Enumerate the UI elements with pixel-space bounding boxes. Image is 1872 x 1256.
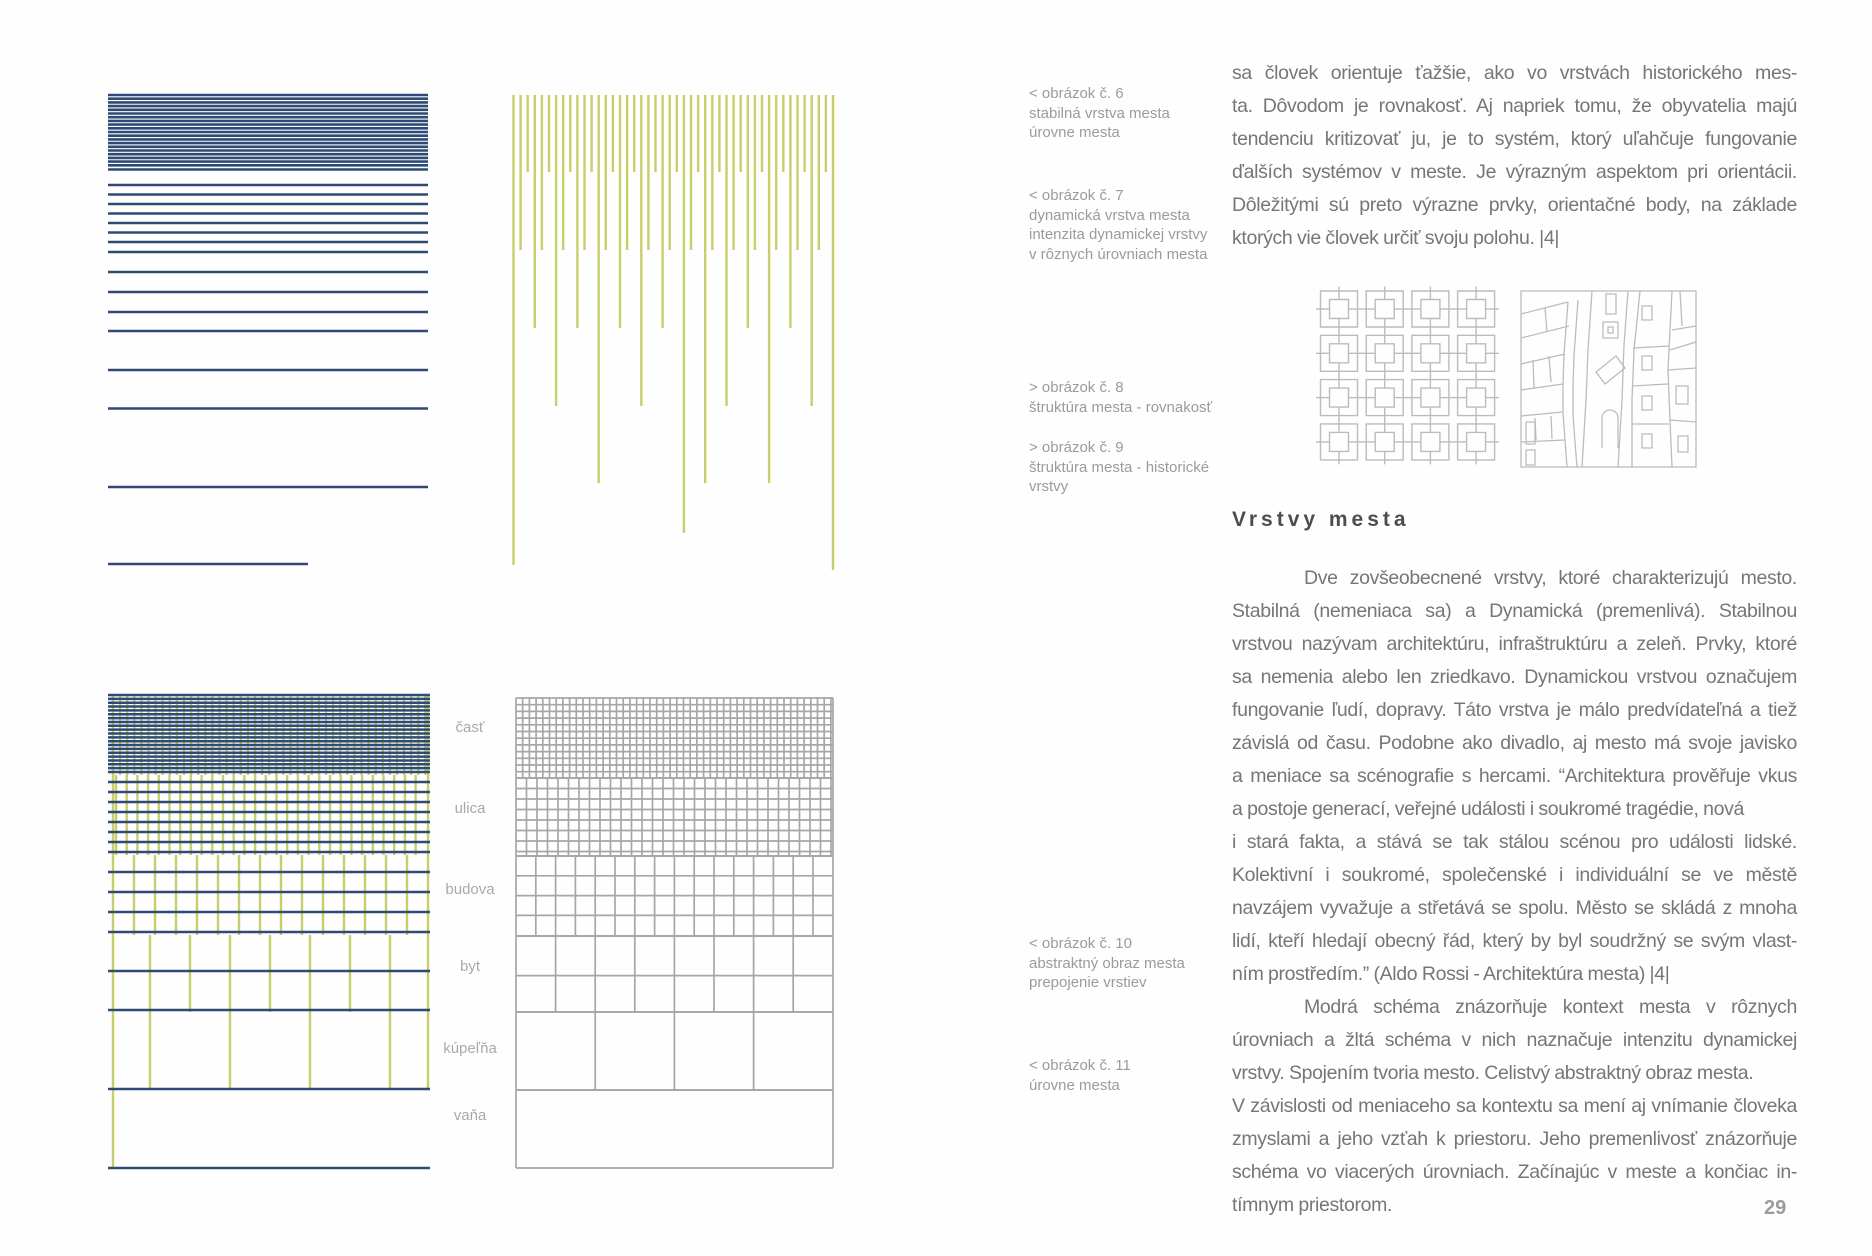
level-label: ulica (454, 800, 486, 817)
caption-line: abstraktný obraz mesta (1029, 954, 1185, 972)
body-text-line: ta. Dôvodom je rovnakosť. Aj napriek tomu, že obyvatelia majú (1232, 95, 1797, 117)
body-text-line: Kolektivní i soukromé, společenské i individuální se ve městě (1232, 864, 1797, 886)
body-text-line: ním prostředím.” (Aldo Rossi - Architektúra mesta) |4| (1232, 963, 1670, 985)
caption-line: < obrázok č. 10 (1029, 935, 1132, 952)
body-text-line: schéma vo viacerých úrovniach. Začínajúc v meste a končiac in- (1232, 1161, 1797, 1183)
body-paragraph-1 (1232, 57, 1797, 255)
body-text-line: lidí, kteří hledají obecný řád, který by byl soudržný se svým vlast- (1232, 930, 1797, 952)
body-text-line: a meniace sa scénografie s hercami. “Architektura prověřuje vkus (1232, 765, 1797, 787)
figure-caption (1029, 378, 1212, 417)
caption-line: úrovne mesta (1029, 1076, 1120, 1094)
body-text-line: Modrá schéma znázorňuje kontext mesta v rôznych (1304, 996, 1797, 1018)
body-text-line: Dôležitými sú preto výrazne prvky, orientačné body, na základe (1232, 194, 1797, 216)
caption-line: úrovne mesta (1029, 124, 1120, 141)
caption-line: < obrázok č. 6 (1029, 85, 1124, 102)
figure-caption (1029, 186, 1207, 264)
body-text-line: a postoje generací, veřejné události i soukromé tragédie, nová (1232, 798, 1744, 820)
body-text-line: vrstvy. Spojením tvoria mesto. Celistvý abstraktný obraz mesta. (1232, 1062, 1754, 1084)
body-text-line: V závislosti od meniaceho sa kontextu sa mení aj vnímanie človeka (1232, 1095, 1797, 1117)
historic-map-figure (1521, 291, 1696, 467)
caption-line: stabilná vrstva mesta (1029, 104, 1170, 122)
caption-line: > obrázok č. 9 (1029, 439, 1124, 456)
caption-line: dynamická vrstva mesta (1029, 206, 1190, 224)
figure-caption (1029, 1056, 1131, 1095)
figure-caption (1029, 438, 1209, 497)
caption-line: štruktúra mesta - historické (1029, 458, 1210, 476)
level-label: budova (445, 881, 495, 898)
body-text-line: závislá od času. Podobne ako divadlo, aj mesto má svoje javisko (1232, 732, 1797, 754)
body-text-line: navzájem vyvažuje a střetává se spolu. Město se skládá z mnoha (1232, 897, 1797, 919)
caption-line: štruktúra mesta - rovnakosť (1029, 398, 1213, 416)
figure-caption (1029, 934, 1185, 993)
level-label: vaňa (453, 1107, 487, 1124)
body-text-line: vrstvou nazývam architektúru, infraštruktúru a zeleň. Prvky, ktoré (1232, 633, 1797, 655)
page-number: 29 (1764, 1197, 1787, 1219)
body-text-line: zmyslami a jeho vzťah k priestoru. Jeho premenlivosť znázorňuje (1232, 1128, 1797, 1150)
caption-line: v rôznych úrovniach mesta (1029, 245, 1208, 263)
caption-line: < obrázok č. 11 (1029, 1057, 1131, 1074)
body-text-line: i stará fakta, a stává se tak stálou scénou pro události lidské. (1232, 831, 1797, 853)
figure-caption (1029, 84, 1170, 143)
caption-line: vrstvy (1029, 478, 1069, 495)
body-text-line: tímnym priestorom. (1232, 1194, 1393, 1216)
body-paragraph-3 (1232, 991, 1797, 1222)
body-text-line: sa človek orientuje ťažšie, ako vo vrstvách historického mes- (1232, 62, 1797, 84)
body-text-line: sa nemenia alebo len zriedkavo. Dynamickou vrstvou označujem (1232, 666, 1797, 688)
section-heading: Vrstvy mesta (1232, 508, 1410, 531)
body-text-line: Stabilná (nemeniaca sa) a Dynamická (premenlivá). Stabilnou (1232, 600, 1797, 622)
body-paragraph-2 (1232, 562, 1797, 991)
caption-line: prepojenie vrstiev (1029, 974, 1147, 991)
body-text-line: fungovanie ľudí, dopravy. Táto vrstva je málo predvídateľná a tiež (1232, 699, 1797, 721)
caption-line: intenzita dynamickej vrstvy (1029, 226, 1208, 243)
body-text-line: úrovniach a žltá schéma v nich naznačuje intenzitu dynamickej (1232, 1029, 1797, 1051)
body-text-line: Dve zovšeobecnené vrstvy, ktoré charakterizujú mesto. (1304, 567, 1797, 589)
level-label: časť (455, 719, 485, 736)
body-text-line: ďalších systémov v meste. Je výrazným aspektom pri orientácii. (1232, 161, 1797, 183)
level-label: kúpeľňa (443, 1040, 497, 1057)
level-label: byt (459, 958, 480, 975)
body-text-line: ktorých vie človek určiť svoju polohu. |4| (1232, 227, 1560, 249)
caption-line: < obrázok č. 7 (1029, 187, 1124, 204)
body-text-line: tendenciu kritizovať ju, je to systém, ktorý uľahčuje fungovanie (1232, 128, 1797, 150)
caption-line: > obrázok č. 8 (1029, 379, 1124, 396)
